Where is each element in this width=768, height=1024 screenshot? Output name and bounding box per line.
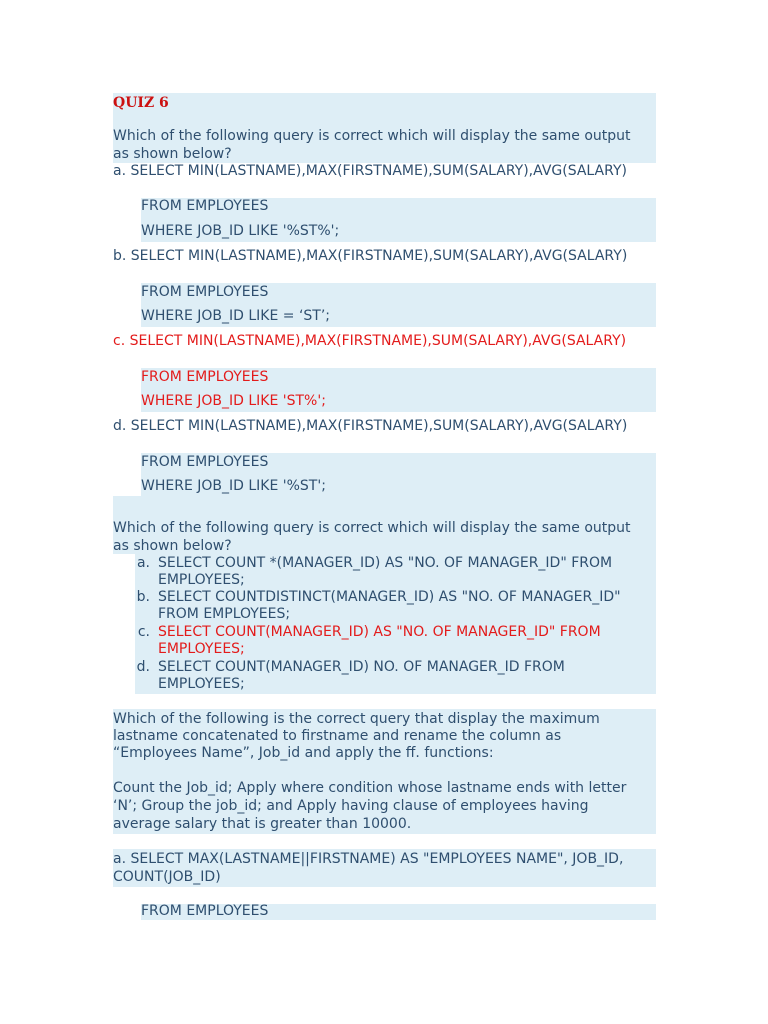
q2-option-d-mark: d.: [136, 659, 150, 675]
q3-detail-line-1: Count the Job_id; Apply where condition whose lastname ends with letter: [113, 780, 627, 796]
q2-option-b-line-1: SELECT COUNTDISTINCT(MANAGER_ID) AS "NO. OF MANAGER_ID": [158, 589, 621, 605]
q3-option-a-line-1: a. SELECT MAX(LASTNAME||FIRSTNAME) AS "EMPLOYEES NAME", JOB_ID,: [113, 851, 624, 867]
q2-option-a-line-1: SELECT COUNT *(MANAGER_ID) AS "NO. OF MANAGER_ID" FROM: [158, 555, 613, 571]
q3-prompt-line-2: lastname concatenated to firstname and rename the column as: [113, 728, 562, 744]
q1-option-b-select: b. SELECT MIN(LASTNAME),MAX(FIRSTNAME),SUM(SALARY),AVG(SALARY): [113, 248, 628, 264]
q1-prompt-line-1: Which of the following query is correct which will display the same output: [113, 128, 631, 144]
q3-prompt-line-1: Which of the following is the correct query that display the maximum: [113, 711, 600, 727]
q2-option-c-mark: c.: [137, 624, 150, 640]
quiz-title: QUIZ 6: [113, 95, 169, 111]
q2-option-a-line-2: EMPLOYEES;: [158, 572, 245, 588]
q2-prompt-line-2: as shown below?: [113, 538, 232, 554]
q2-option-c-line-2: EMPLOYEES;: [158, 641, 245, 657]
q1-option-a-where: WHERE JOB_ID LIKE '%ST%';: [141, 223, 340, 239]
q1-option-b-from: FROM EMPLOYEES: [141, 284, 269, 300]
q1-prompt-line-2: as shown below?: [113, 146, 232, 162]
q2-option-d-line-1: SELECT COUNT(MANAGER_ID) NO. OF MANAGER_ID FROM: [158, 659, 565, 675]
q1-option-b-where: WHERE JOB_ID LIKE = ‘ST’;: [141, 308, 330, 324]
q1-option-d-select: d. SELECT MIN(LASTNAME),MAX(FIRSTNAME),SUM(SALARY),AVG(SALARY): [113, 418, 628, 434]
q2-option-d-line-2: EMPLOYEES;: [158, 676, 245, 692]
q2-option-b-mark: b.: [136, 589, 150, 605]
q2-prompt-line-1: Which of the following query is correct which will display the same output: [113, 520, 631, 536]
q3-detail-line-3: average salary that is greater than 10000.: [113, 816, 412, 832]
q1-option-c-from: FROM EMPLOYEES: [141, 369, 269, 385]
q3-option-a-from: FROM EMPLOYEES: [141, 903, 269, 919]
q3-option-a-line-2: COUNT(JOB_ID): [113, 869, 221, 885]
q1-option-a-from: FROM EMPLOYEES: [141, 198, 269, 214]
q1-option-c-where: WHERE JOB_ID LIKE 'ST%';: [141, 393, 326, 409]
q2-option-c-line-1: SELECT COUNT(MANAGER_ID) AS "NO. OF MANAGER_ID" FROM: [158, 624, 601, 640]
q1-option-d-from: FROM EMPLOYEES: [141, 454, 269, 470]
q3-prompt-line-3: “Employees Name”, Job_id and apply the ff. functions:: [113, 745, 494, 761]
q1-option-d-where: WHERE JOB_ID LIKE '%ST';: [141, 478, 326, 494]
q2-option-b-line-2: FROM EMPLOYEES;: [158, 606, 291, 622]
q1-option-c-select: c. SELECT MIN(LASTNAME),MAX(FIRSTNAME),SUM(SALARY),AVG(SALARY): [113, 333, 627, 349]
q1-option-a-select: a. SELECT MIN(LASTNAME),MAX(FIRSTNAME),SUM(SALARY),AVG(SALARY): [113, 163, 627, 179]
q2-option-a-mark: a.: [136, 555, 150, 571]
q3-detail-line-2: ‘N’; Group the job_id; and Apply having clause of employees having: [113, 798, 589, 814]
